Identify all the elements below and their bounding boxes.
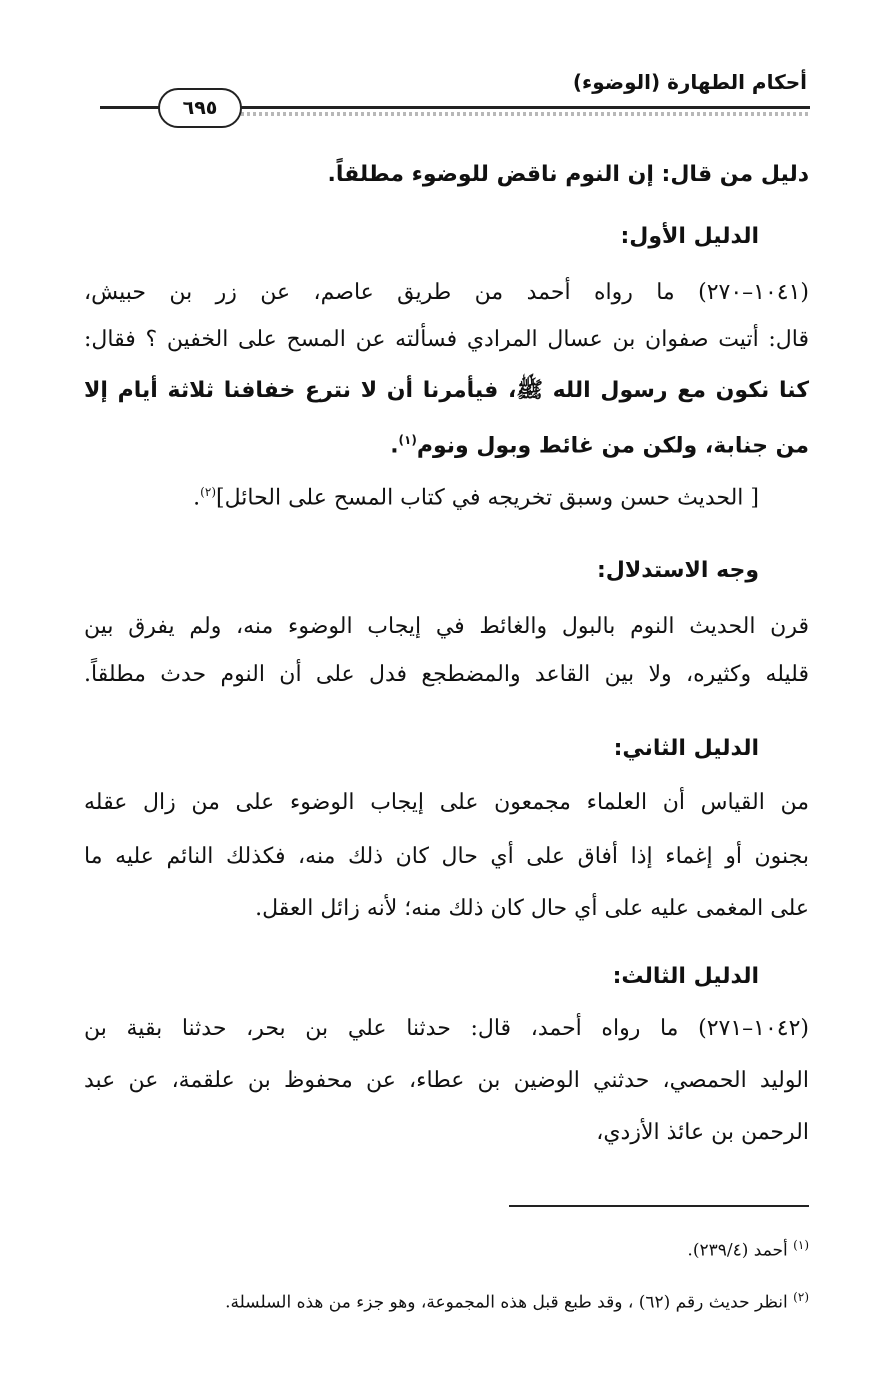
header-rule-texture (235, 112, 810, 116)
evidence3-heading: الدليل الثالث: (612, 964, 759, 989)
hadith-line2-end: . (390, 433, 399, 459)
evidence1-heading: الدليل الأول: (620, 224, 759, 249)
evidence1-line1: (١٠٤١–٢٧٠) ما رواه أحمد من طريق عاصم، عن زر بن حبيش، (84, 280, 809, 305)
evidence2-line3: على المغمى عليه على أي حال كان ذلك منه؛ لأنه زائل العقل. (255, 896, 809, 921)
evidence3-line3: الرحمن بن عائذ الأزدي، (596, 1120, 809, 1145)
inference-heading: وجه الاستدلال: (596, 558, 759, 583)
hadith-line2 (390, 434, 809, 457)
evidence3-line2: الوليد الحمصي، حدثني الوضين بن عطاء، عن محفوظ بن علقمة، عن عبد (84, 1068, 809, 1093)
footnote-1-text: أحمد (٢٣٩/٤). (687, 1240, 788, 1261)
page-number-badge (158, 88, 242, 128)
evidence2-line1: من القياس أن العلماء مجمعون على إيجاب الوضوء على من زال عقله (84, 790, 809, 815)
footnote-ref-2[interactable]: (٢) (200, 485, 216, 499)
grading-line (193, 486, 759, 509)
evidence3-line1: (١٠٤٢–٢٧١) ما رواه أحمد، قال: حدثنا علي بن بحر، حدثنا بقية بن (84, 1016, 809, 1041)
section-heading: دليل من قال: إن النوم ناقض للوضوء مطلقاً. (327, 162, 809, 187)
footnote-ref-1[interactable]: (١) (398, 433, 417, 447)
evidence2-heading: الدليل الثاني: (613, 736, 759, 761)
footnote-1 (687, 1238, 809, 1261)
inference-line1: قرن الحديث النوم بالبول والغائط في إيجاب الوضوء منه، ولم يفرق بين (84, 614, 809, 639)
footnote-separator (509, 1205, 809, 1207)
grading-text: [ الحديث حسن وسبق تخريجه في كتاب المسح على الحائل] (216, 485, 759, 511)
hadith-line1: كنا نكون مع رسول الله ﷺ، فيأمرنا أن لا نترع خفافنا ثلاثة أيام إلا (84, 378, 809, 403)
evidence1-line2: قال: أتيت صفوان بن عسال المرادي فسألته عن المسح على الخفين ؟ فقال: (84, 327, 809, 352)
footnote-2-text: انظر حديث رقم (٦٢) ، وقد طبع قبل هذه المجموعة، وهو جزء من هذه السلسلة. (225, 1292, 788, 1313)
footnote-1-marker: (١) (793, 1238, 809, 1252)
hadith-line2-text: من جنابة، ولكن من غائط وبول ونوم (416, 433, 809, 459)
inference-line2: قليله وكثيره، ولا بين القاعد والمضطجع فدل على أن النوم حدث مطلقاً. (84, 662, 809, 687)
page-number: ٦٩٥ (182, 97, 218, 119)
grading-end: . (193, 485, 201, 511)
evidence2-line2: بجنون أو إغماء إذا أفاق على أي حال كان ذلك منه، فكذلك النائم عليه ما (84, 844, 809, 869)
running-header-title: أحكام الطهارة (الوضوء) (572, 70, 807, 94)
footnote-2 (225, 1290, 809, 1313)
footnote-2-marker: (٢) (793, 1290, 809, 1304)
